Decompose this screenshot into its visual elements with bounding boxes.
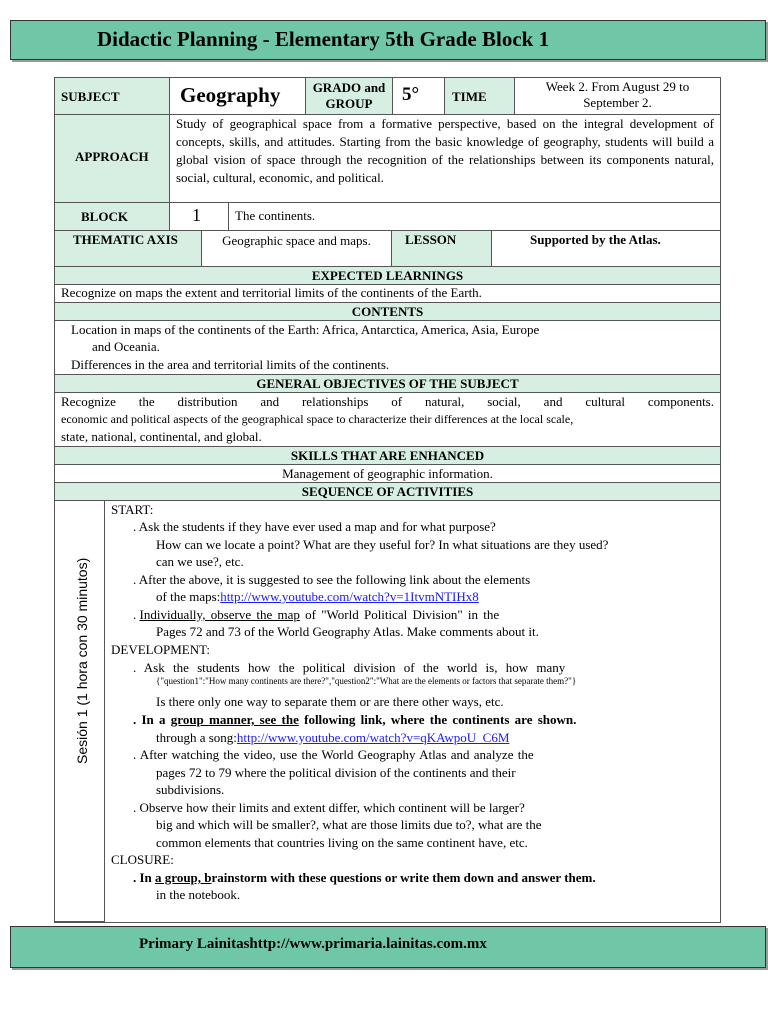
activity-line: in the notebook. [156, 887, 241, 902]
closure-heading: CLOSURE: [111, 852, 174, 867]
session-label: Sesión 1 (1 hora con 30 minutos) [74, 557, 90, 764]
contents-item: Location in maps of the continents of the Earth: Africa, Antarctica, America, Asia, Europe [71, 322, 540, 337]
footer-banner [10, 926, 766, 968]
approach-label-cell [55, 115, 170, 203]
planning-table [54, 77, 721, 923]
activity-line: Is there only one way to separate them or are there other ways, etc. [156, 694, 504, 709]
activity-line: pages 72 to 79 where the political division of the continents and their [156, 765, 516, 780]
activities-body [105, 501, 720, 922]
grade-value-cell [393, 78, 445, 115]
contents-item: Differences in the area and territorial limits of the continents. [71, 357, 390, 372]
skills-header [55, 447, 720, 465]
activity-line: . Individually, observe the map of "World Political Division" in the [133, 607, 500, 622]
block-value: The continents. [229, 203, 720, 231]
contents-item-cont: and Oceania. [92, 339, 160, 354]
start-heading: START: [111, 502, 154, 517]
activity-line: . Ask the students how the political division of the world is, how many [133, 660, 566, 675]
time-label: TIME [452, 89, 487, 104]
subject-label: SUBJECT [61, 89, 120, 104]
activity-line: of the maps:http://www.youtube.com/watch?v=1ItvmNTIHx8 [156, 588, 503, 606]
time-value: Week 2. From August 29 to September 2. [515, 78, 720, 115]
activity-line: . Ask the students if they have ever used a map and for what purpose? [133, 519, 496, 534]
activity-line: through a song:http://www.youtube.com/watch?v=qKAwpoU_C6M [156, 729, 579, 747]
subject-label-cell [55, 78, 170, 115]
contents-header [55, 303, 720, 321]
activity-line: . Observe how their limits and extent differ, which continent will be larger? [133, 800, 525, 815]
maps-video-link[interactable]: http://www.youtube.com/watch?v=1ItvmNTIHx8 [220, 589, 479, 604]
contents-body [55, 321, 720, 375]
questions-json-line: {"question1":"How many continents are there?","question2":"What are the elements or factors that separate them?"} [156, 676, 577, 686]
lesson-label: LESSON [405, 232, 457, 247]
activity-line: . After the above, it is suggested to see the following link about the elements [133, 572, 531, 587]
activity-line: Pages 72 and 73 of the World Geography Atlas. Make comments about it. [156, 624, 539, 639]
grade-label-cell [306, 78, 393, 115]
objectives-label: GENERAL OBJECTIVES OF THE SUBJECT [256, 375, 519, 391]
activity-line: subdivisions. [156, 782, 225, 797]
time-label-cell [445, 78, 515, 115]
block-number-cell [170, 203, 229, 231]
block-number: 1 [192, 205, 201, 225]
sequence-header [55, 483, 720, 501]
expected-header [55, 267, 720, 285]
activity-line: big and which will be smaller?, what are those limits due to?, what are the [156, 817, 542, 832]
activity-line: can we use?, etc. [156, 554, 244, 569]
approach-text: Study of geographical space from a formative perspective, based on the integral development of concepts, skills, and attitudes. Starting from the basic knowledge of geography, students will build a global vision of space through the recognition of the relationships between its components natural, social, cultural, economic, and political. [170, 115, 720, 203]
activity-line: . In a group manner, see the following link, where the continents are shown. [133, 712, 577, 727]
block-label-cell [55, 203, 170, 231]
development-heading: DEVELOPMENT: [111, 642, 211, 657]
footer-text: Primary Lainitashttp://www.primaria.lainitas.com.mx [139, 936, 487, 952]
objectives-line: economic and political aspects of the geographical space to characterize their differences at the local scale, [61, 411, 574, 426]
objectives-header [55, 375, 720, 393]
page-title: Didactic Planning - Elementary 5th Grade Block 1 [97, 27, 550, 51]
lesson-value: Supported by the Atlas. [492, 231, 720, 267]
grade-value: 5° [402, 84, 420, 105]
axis-value: Geographic space and maps. [202, 231, 392, 267]
objectives-body [55, 393, 720, 447]
skills-label: SKILLS THAT ARE ENHANCED [290, 447, 485, 463]
continents-song-link[interactable]: http://www.youtube.com/watch?v=qKAwpoU_C6M [236, 730, 510, 745]
grade-label: GRADO and GROUP [312, 80, 386, 111]
objectives-line: state, national, continental, and global. [61, 429, 262, 444]
subject-value-cell [170, 78, 306, 115]
expected-label: EXPECTED LEARNINGS [311, 267, 464, 283]
block-label: BLOCK [81, 209, 128, 224]
subject-value: Geography [180, 83, 281, 107]
axis-label: THEMATIC AXIS [73, 232, 178, 247]
header-banner [10, 20, 766, 60]
activity-line: . In a group, brainstorm with these questions or write them down and answer them. [133, 870, 596, 885]
skills-value: Management of geographic information. [55, 465, 720, 483]
activity-line: . After watching the video, use the World Geography Atlas and analyze the [133, 747, 534, 762]
objectives-line: Recognize the distribution and relationships of natural, social, and cultural components. [61, 394, 714, 409]
contents-label: CONTENTS [351, 303, 424, 319]
approach-label: APPROACH [75, 149, 149, 164]
activity-line: How can we locate a point? What are they useful for? In what situations are they used? [156, 537, 609, 552]
sequence-label: SEQUENCE OF ACTIVITIES [301, 483, 474, 499]
lesson-label-cell [392, 231, 492, 267]
axis-label-cell [55, 231, 202, 267]
session-cell [55, 501, 105, 922]
expected-text: Recognize on maps the extent and territorial limits of the continents of the Earth. [55, 285, 720, 303]
activity-line: common elements that countries living on the same continent have, etc. [156, 835, 528, 850]
